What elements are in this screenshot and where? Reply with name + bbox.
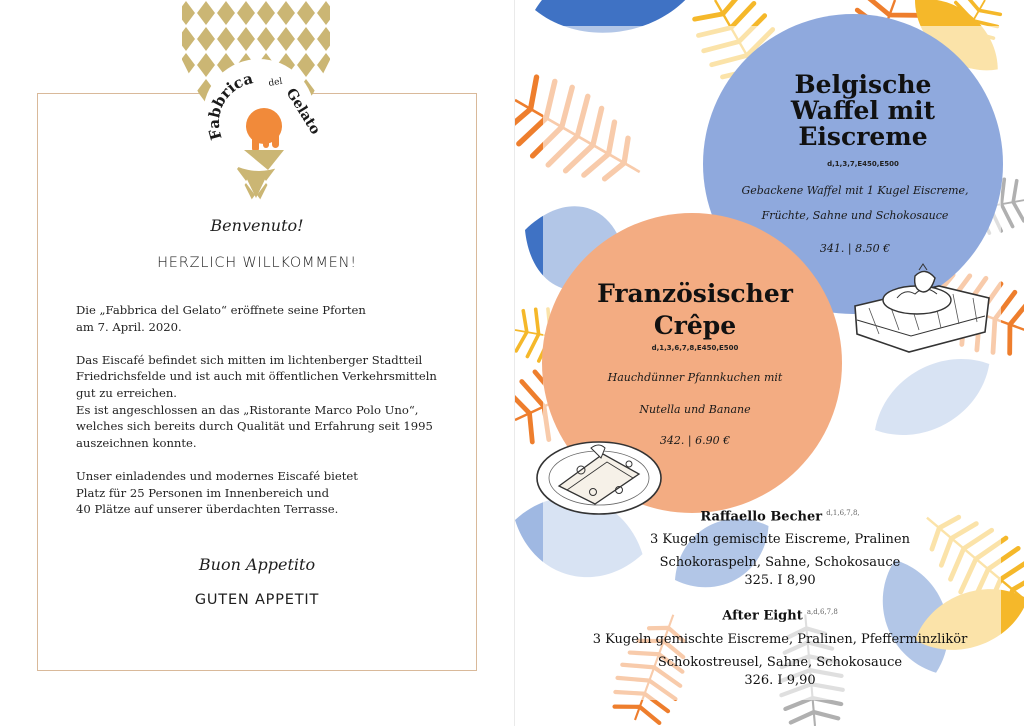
crepe-title-line: Französischer: [597, 279, 793, 308]
raffaello-price: 325. I 8,90: [744, 573, 816, 588]
waffle-description-line: Früchte, Sahne und Schokosauce: [761, 209, 949, 222]
waffle-price: 341. | 8.50 €: [819, 242, 891, 255]
intro-line: Das Eiscafé befindet sich mitten im lichtenberger Stadtteil: [76, 352, 423, 367]
crepe-title-line: Crêpe: [653, 311, 737, 340]
right-page: [514, 0, 1024, 726]
welcome-italian: Benvenuto!: [210, 216, 304, 235]
intro-line: 40 Plätze auf unserer überdachten Terrasse.: [76, 502, 339, 517]
goodbye-german: GUTEN APPETIT: [194, 592, 320, 608]
logo-word-gelato: Gelato: [282, 85, 324, 138]
intro-line: Es ist angeschlossen an das „Ristorante Marco Polo Uno“,: [76, 402, 419, 417]
logo-word-fabbrica: Fabbrica: [204, 69, 255, 142]
crepe-description-line: Hauchdünner Pfannkuchen mit: [607, 371, 783, 384]
intro-line: am 7. April. 2020.: [76, 319, 182, 334]
intro-text: [76, 302, 476, 534]
crepe-description-line: Nutella und Banane: [639, 403, 751, 416]
raffaello-allergens: d,1,6,7,8,: [826, 509, 860, 517]
intro-line: gut zu erreichen.: [76, 385, 177, 400]
waffle-sketch-icon: [849, 262, 995, 358]
raffaello-description: Schokoraspeln, Sahne, Schokosauce: [659, 555, 901, 570]
waffle-description-line: Gebackene Waffel mit 1 Kugel Eiscreme,: [741, 184, 969, 197]
intro-line: Platz für 25 Personen im Innenbereich und: [76, 485, 330, 500]
crepe-title: [575, 278, 815, 342]
crepe-price: 342. | 6.90 €: [659, 434, 731, 447]
intro-line: Friedrichsfelde und ist auch mit öffentlichen Verkehrsmitteln: [76, 369, 437, 384]
intro-line: Unser einladendes und modernes Eiscafé bietet: [76, 468, 358, 483]
goodbye-italian: Buon Appetito: [198, 555, 316, 574]
after-eight-name: After Eight: [722, 608, 803, 624]
intro-paragraph-1: [76, 302, 476, 335]
after-eight-item: [575, 608, 985, 623]
waffle-title-line: Waffel mit: [790, 96, 936, 125]
welcome-german: HERZLICH WILLKOMMEN!: [157, 255, 357, 271]
after-eight-description: 3 Kugeln gemischte Eiscreme, Pralinen, Pfefferminzlikör: [592, 632, 968, 647]
intro-line: Die „Fabbrica del Gelato“ eröffnete seine Pforten: [76, 303, 366, 317]
intro-line: auszeichnen konnte.: [76, 435, 197, 450]
waffle-title-line: Belgische: [794, 70, 932, 99]
crepe-sketch-icon: [533, 434, 663, 518]
waffle-title-line: Eiscreme: [798, 122, 928, 151]
raffaello-name: Raffaello Becher: [700, 509, 823, 525]
logo-word-del: del: [267, 76, 284, 89]
gelato-logo: [176, 0, 336, 200]
after-eight-price: 326. I 9,90: [744, 673, 816, 688]
after-eight-description: Schokostreusel, Sahne, Schokosauce: [657, 655, 903, 670]
raffaello-item: [575, 509, 985, 524]
raffaello-description: 3 Kugeln gemischte Eiscreme, Pralinen: [649, 532, 910, 547]
intro-line: welches sich bereits durch Qualität und Erfahrung seit 1995: [76, 419, 433, 434]
intro-paragraph-3: [76, 468, 476, 518]
waffle-title: [743, 72, 983, 150]
intro-paragraph-2: [76, 352, 476, 452]
after-eight-allergens: a,d,6,7,8: [806, 608, 838, 616]
waffle-allergens: d,1,3,7,E450,E500: [827, 160, 899, 168]
crepe-allergens: d,1,3,6,7,8,E450,E500: [651, 344, 739, 352]
